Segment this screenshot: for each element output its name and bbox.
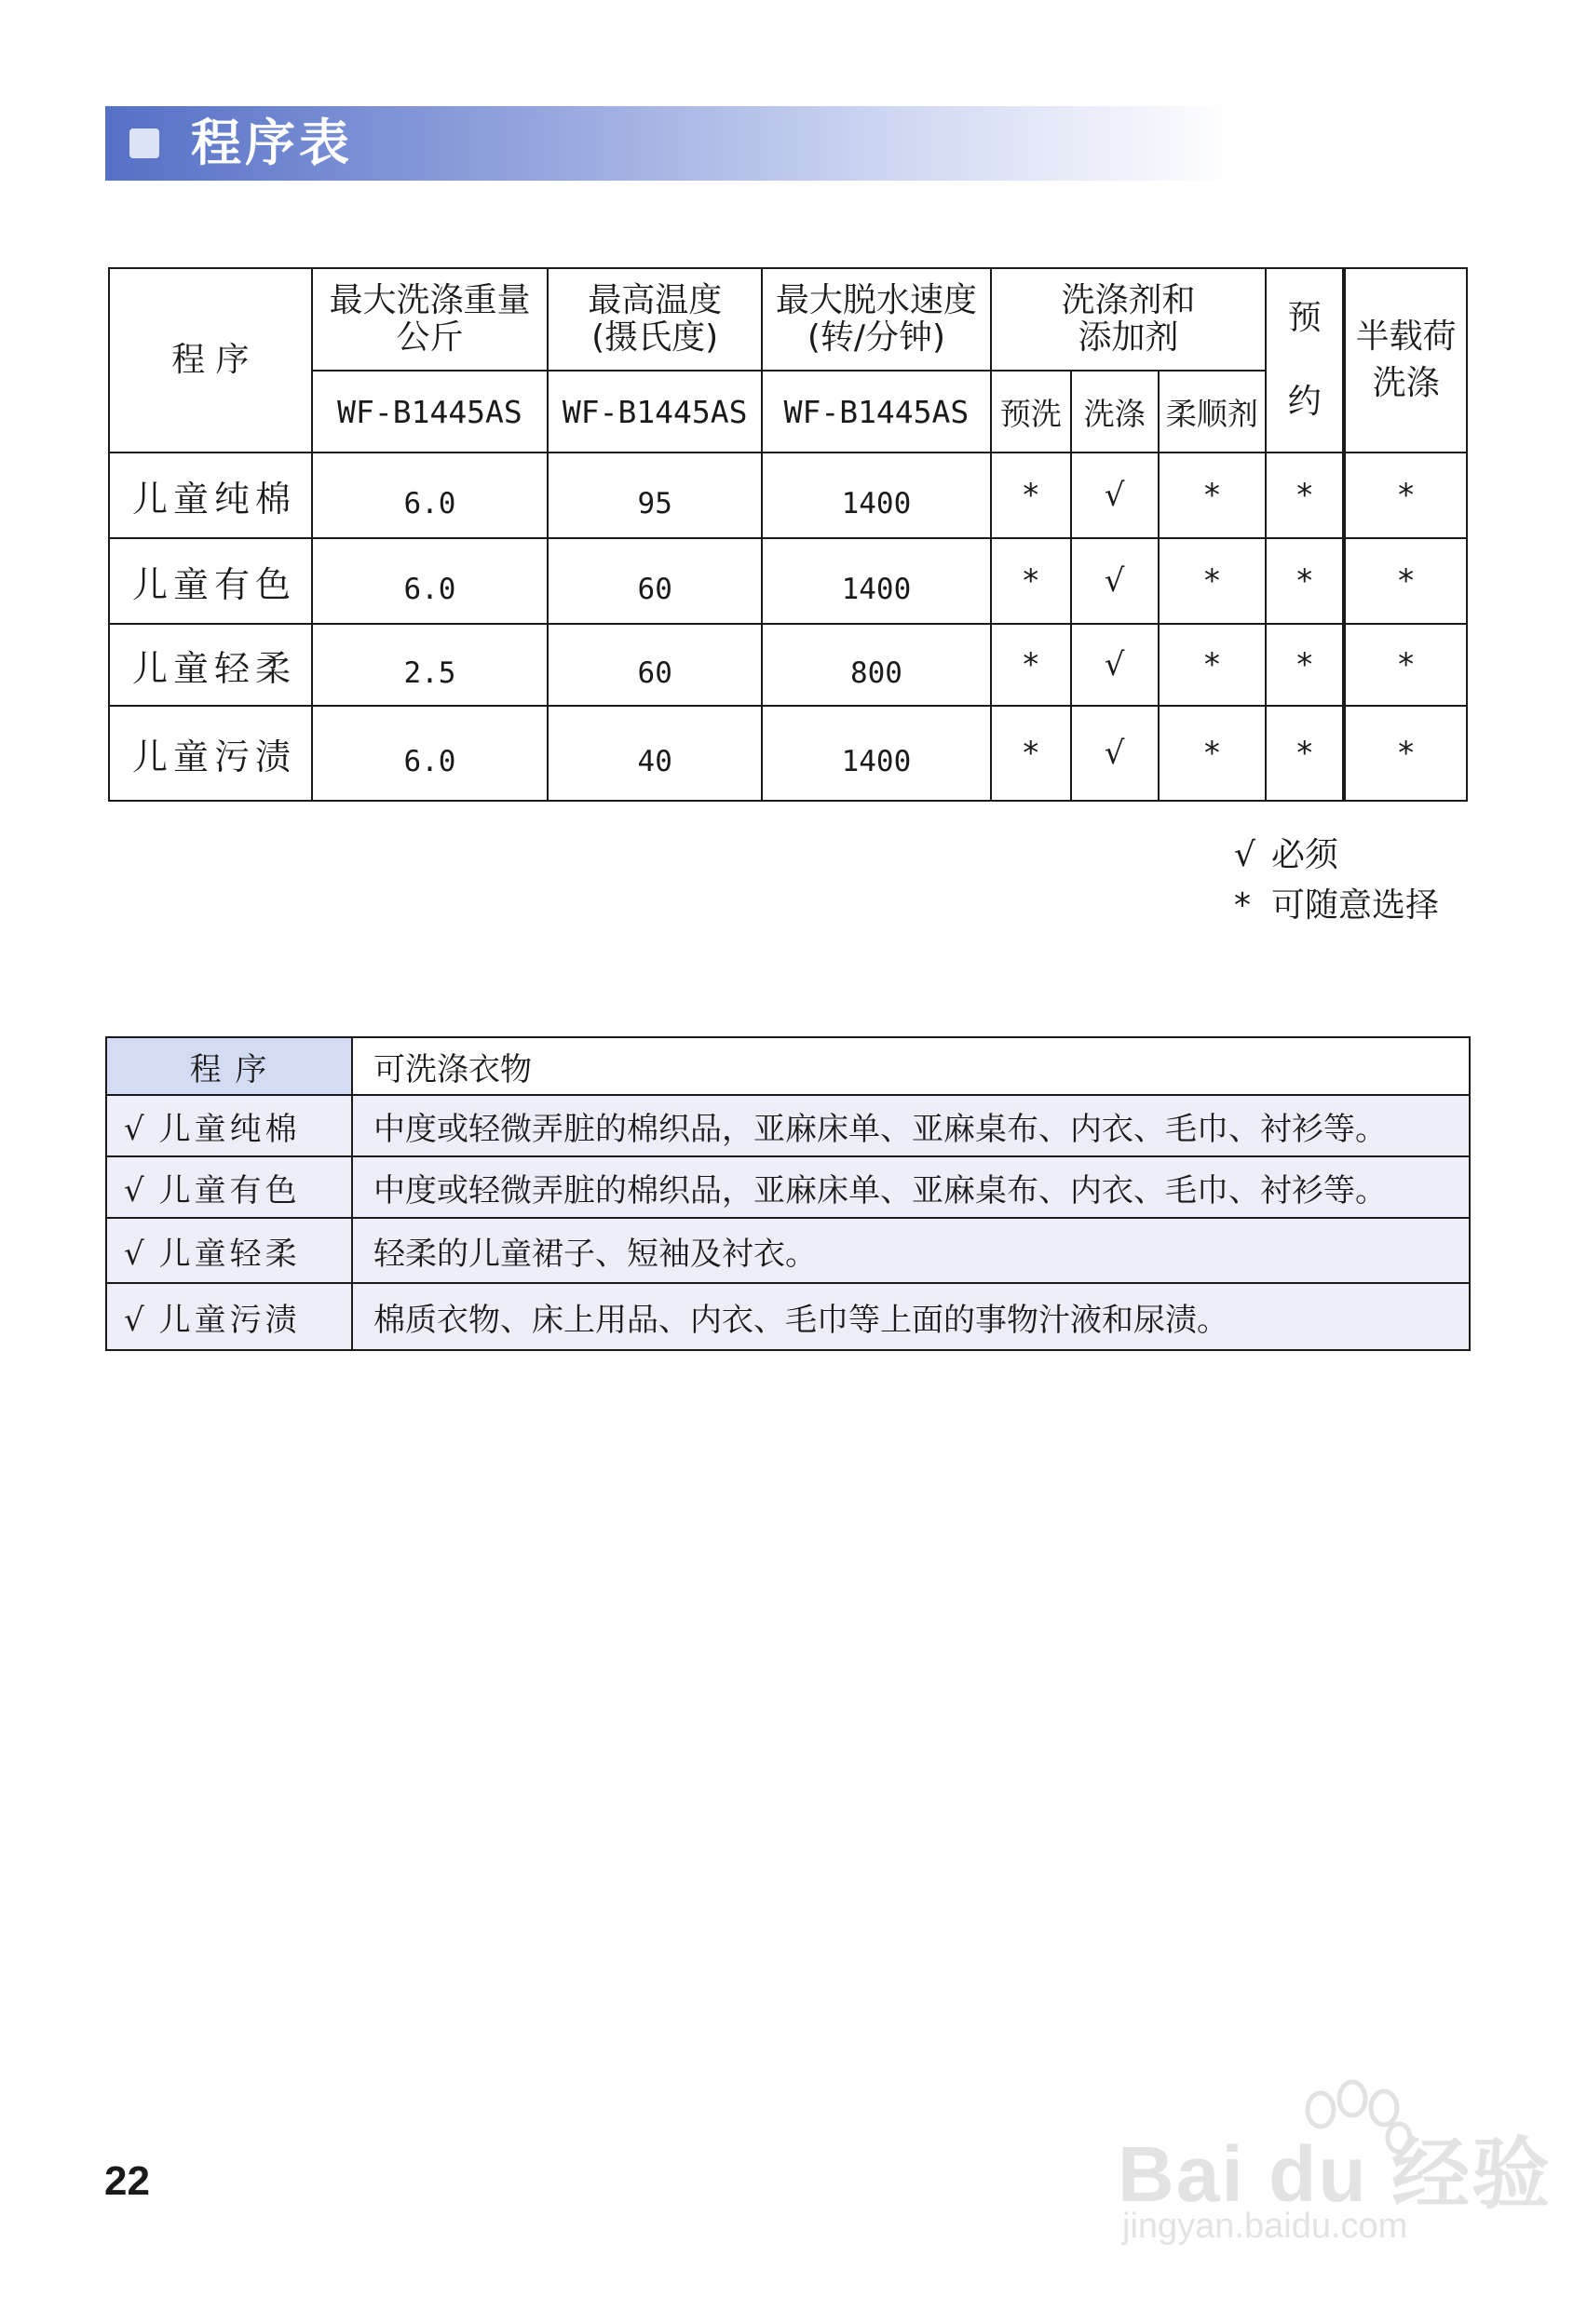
program-cell: √ 儿童轻柔	[106, 1218, 352, 1283]
title-banner	[105, 106, 1234, 181]
check-icon: √	[124, 1235, 144, 1273]
prewash-mark: *	[991, 538, 1071, 624]
watermark-brand: Bai du 经验	[1118, 2130, 1553, 2218]
check-icon: √	[1234, 836, 1255, 874]
legend	[1234, 831, 1439, 931]
header-max-weight: 最大洗涤重量 公斤	[312, 268, 549, 371]
wash-mark: √	[1071, 706, 1159, 801]
program-table	[108, 267, 1468, 802]
reserve-mark: *	[1266, 453, 1344, 538]
half-load-mark: *	[1344, 538, 1467, 624]
asterisk-icon: *	[1234, 886, 1251, 925]
model-cell: WF-B1445AS	[312, 371, 549, 453]
header-wash: 洗涤	[1071, 371, 1159, 453]
watermark-url: jingyan.baidu.com	[1122, 2207, 1408, 2246]
softener-mark: *	[1159, 453, 1267, 538]
softener-mark: *	[1159, 706, 1267, 801]
reserve-mark: *	[1266, 624, 1344, 706]
table-row	[109, 624, 1467, 706]
program-name: 儿童轻柔	[109, 624, 312, 706]
washable-items-table	[105, 1036, 1471, 1351]
prewash-mark: *	[991, 453, 1071, 538]
header-half-load: 半载荷 洗涤	[1344, 268, 1467, 453]
temp-value: 60	[548, 624, 762, 706]
temp-value: 60	[548, 538, 762, 624]
prewash-mark: *	[991, 706, 1071, 801]
table-row	[109, 453, 1467, 538]
reserve-mark: *	[1266, 706, 1344, 801]
wash-mark: √	[1071, 538, 1159, 624]
header-softener: 柔顺剂	[1159, 371, 1267, 453]
legend-required: √ 必须	[1234, 831, 1439, 881]
header-washable-items: 可洗涤衣物	[352, 1037, 1470, 1095]
program-cell: √ 儿童污渍	[106, 1283, 352, 1350]
table-row	[106, 1283, 1470, 1350]
program-cell: √ 儿童纯棉	[106, 1095, 352, 1156]
table-row	[106, 1095, 1470, 1156]
items-cell: 棉质衣物、床上用品、内衣、毛巾等上面的事物汁液和尿渍。	[352, 1283, 1470, 1350]
prewash-mark: *	[991, 624, 1071, 706]
header-prewash: 预洗	[991, 371, 1071, 453]
weight-value: 6.0	[312, 706, 549, 801]
wash-mark: √	[1071, 624, 1159, 706]
table-row	[109, 538, 1467, 624]
temp-value: 40	[548, 706, 762, 801]
check-icon: √	[124, 1171, 144, 1209]
program-name: 儿童有色	[109, 538, 312, 624]
check-icon: √	[124, 1110, 144, 1148]
model-cell: WF-B1445AS	[762, 371, 991, 453]
weight-value: 6.0	[312, 538, 549, 624]
spin-value: 1400	[762, 706, 991, 801]
square-bullet-icon	[129, 128, 159, 158]
temp-value: 95	[548, 453, 762, 538]
table-row	[106, 1218, 1470, 1283]
spin-value: 800	[762, 624, 991, 706]
header-reserve: 预 约	[1266, 268, 1344, 453]
spin-value: 1400	[762, 453, 991, 538]
legend-optional: * 可随意选择	[1234, 881, 1439, 931]
header-max-spin: 最大脱水速度 (转/分钟)	[762, 268, 991, 371]
items-cell: 中度或轻微弄脏的棉织品，亚麻床单、亚麻桌布、内衣、毛巾、衬衫等。	[352, 1156, 1470, 1218]
half-load-mark: *	[1344, 453, 1467, 538]
program-name: 儿童污渍	[109, 706, 312, 801]
header-program: 程 序	[106, 1037, 352, 1095]
header-max-temp: 最高温度 (摄氏度)	[548, 268, 762, 371]
page-title: 程序表	[191, 114, 353, 172]
weight-value: 2.5	[312, 624, 549, 706]
half-load-mark: *	[1344, 624, 1467, 706]
header-program: 程 序	[109, 268, 312, 453]
spin-value: 1400	[762, 538, 991, 624]
half-load-mark: *	[1344, 706, 1467, 801]
softener-mark: *	[1159, 624, 1267, 706]
softener-mark: *	[1159, 538, 1267, 624]
program-name: 儿童纯棉	[109, 453, 312, 538]
weight-value: 6.0	[312, 453, 549, 538]
check-icon: √	[124, 1301, 144, 1339]
program-cell: √ 儿童有色	[106, 1156, 352, 1218]
table-row	[106, 1156, 1470, 1218]
items-cell: 中度或轻微弄脏的棉织品，亚麻床单、亚麻桌布、内衣、毛巾、衬衫等。	[352, 1095, 1470, 1156]
model-cell: WF-B1445AS	[548, 371, 762, 453]
wash-mark: √	[1071, 453, 1159, 538]
reserve-mark: *	[1266, 538, 1344, 624]
table-row	[109, 706, 1467, 801]
header-detergent: 洗涤剂和 添加剂	[991, 268, 1266, 371]
page-number: 22	[104, 2158, 150, 2204]
items-cell: 轻柔的儿童裙子、短袖及衬衣。	[352, 1218, 1470, 1283]
